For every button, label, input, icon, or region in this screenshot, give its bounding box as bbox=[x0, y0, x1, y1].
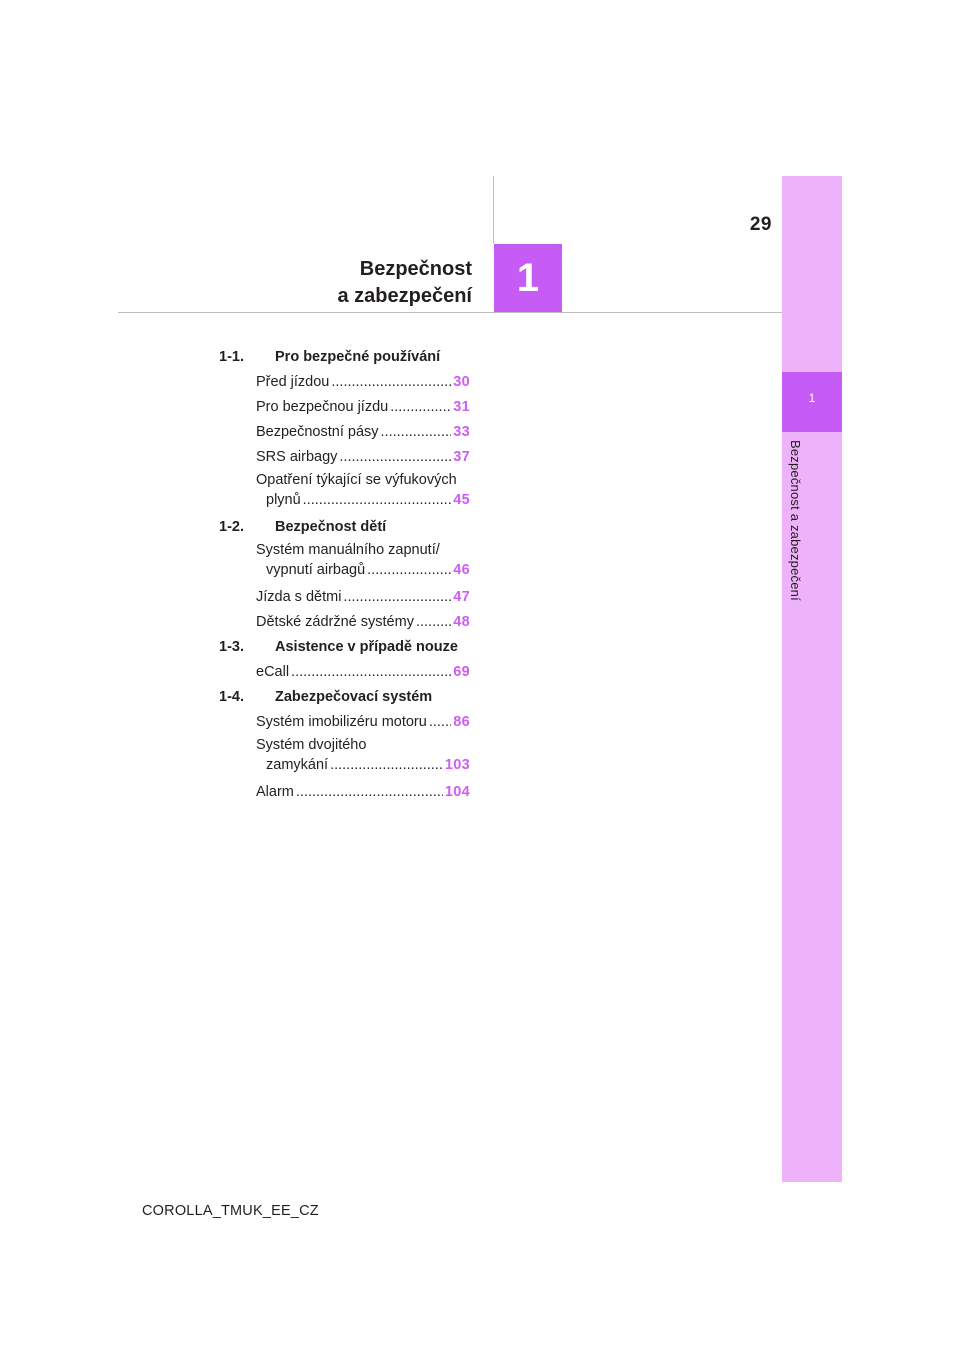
toc-section-number: 1-1. bbox=[219, 349, 244, 365]
toc-page-link[interactable]: 47 bbox=[453, 589, 470, 605]
toc-entry-label: Systém dvojitého bbox=[256, 737, 367, 753]
toc-section-heading bbox=[200, 635, 470, 660]
toc-entry-label: SRS airbagy bbox=[256, 449, 338, 465]
toc-leader-dots bbox=[416, 610, 451, 635]
toc-section-heading bbox=[200, 685, 470, 710]
toc-entry-label: zamykání bbox=[266, 757, 329, 773]
toc-section-number: 1-3. bbox=[219, 639, 244, 655]
toc-section-heading bbox=[200, 345, 470, 370]
toc-page-link[interactable]: 37 bbox=[453, 449, 470, 465]
toc-page-link[interactable]: 46 bbox=[453, 562, 470, 578]
toc-entry-label: Před jízdou bbox=[256, 374, 330, 390]
side-thumb-tab bbox=[782, 176, 842, 1182]
side-tab-label: Bezpečnost a zabezpečení bbox=[788, 440, 803, 601]
toc-leader-dots bbox=[296, 780, 443, 805]
toc-page-link[interactable]: 33 bbox=[453, 424, 470, 440]
toc-page-link[interactable]: 31 bbox=[453, 399, 470, 415]
toc-entry[interactable] bbox=[200, 540, 470, 580]
toc-entry-label: Alarm bbox=[256, 784, 294, 800]
toc-entry-label: Bezpečnostní pásy bbox=[256, 424, 379, 440]
header-horizontal-rule bbox=[118, 312, 782, 313]
toc-page-link[interactable]: 103 bbox=[444, 757, 470, 773]
toc-section-number: 1-2. bbox=[219, 519, 244, 535]
chapter-number-box: 1 bbox=[494, 244, 562, 312]
toc-entry-label: Systém manuálního zapnutí/ bbox=[256, 542, 440, 558]
toc-entry[interactable] bbox=[200, 420, 470, 445]
toc-page-link[interactable]: 45 bbox=[453, 492, 470, 508]
toc-entry-label: Systém imobilizéru motoru bbox=[256, 714, 427, 730]
toc-section-title: Asistence v případě nouze bbox=[275, 639, 458, 655]
toc-entry[interactable] bbox=[200, 735, 470, 775]
footer-code: COROLLA_TMUK_EE_CZ bbox=[142, 1203, 319, 1219]
side-chapter-number: 1 bbox=[782, 372, 842, 432]
toc-section-number: 1-4. bbox=[219, 689, 244, 705]
page-number: 29 bbox=[749, 214, 772, 235]
toc-section-heading bbox=[200, 515, 470, 540]
header-vertical-rule bbox=[493, 176, 494, 244]
toc-page-link[interactable]: 48 bbox=[453, 614, 470, 630]
toc-leader-dots bbox=[390, 395, 451, 420]
toc-entry[interactable] bbox=[200, 370, 470, 395]
toc-leader-dots bbox=[339, 445, 451, 470]
toc-entry[interactable] bbox=[200, 610, 470, 635]
toc-leader-dots bbox=[291, 660, 451, 685]
toc-entry-label: vypnutí airbagů bbox=[266, 562, 366, 578]
toc-section-title: Zabezpečovací systém bbox=[275, 689, 433, 705]
toc-leader-dots bbox=[343, 585, 451, 610]
toc-leader-dots bbox=[381, 420, 452, 445]
toc-entry-label: eCall bbox=[256, 664, 290, 680]
toc-leader-dots bbox=[429, 710, 451, 735]
toc-page-link[interactable]: 30 bbox=[453, 374, 470, 390]
toc-entry[interactable] bbox=[200, 395, 470, 420]
toc-entry-label: plynů bbox=[266, 492, 301, 508]
section-title-line-1: Bezpečnost bbox=[359, 258, 472, 280]
toc-leader-dots bbox=[331, 370, 451, 395]
toc-leader-dots bbox=[330, 755, 443, 775]
toc-entry[interactable] bbox=[200, 660, 470, 685]
toc-entry[interactable] bbox=[200, 710, 470, 735]
toc-entry[interactable] bbox=[200, 585, 470, 610]
toc-page-link[interactable]: 104 bbox=[444, 784, 470, 800]
toc-entry-label: Pro bezpečnou jízdu bbox=[256, 399, 389, 415]
toc-entry-label: Opatření týkající se výfukových bbox=[256, 472, 457, 488]
toc-entry-label: Dětské zádržné systémy bbox=[256, 614, 414, 630]
toc-page-link[interactable]: 69 bbox=[453, 664, 470, 680]
toc-entry[interactable] bbox=[200, 445, 470, 470]
table-of-contents bbox=[200, 345, 470, 805]
toc-entry[interactable] bbox=[200, 780, 470, 805]
toc-entry-label: Jízda s dětmi bbox=[256, 589, 342, 605]
toc-leader-dots bbox=[303, 490, 452, 510]
section-title-line-2: a zabezpečení bbox=[337, 285, 472, 307]
toc-section-title: Bezpečnost dětí bbox=[275, 519, 387, 535]
toc-page-link[interactable]: 86 bbox=[453, 714, 470, 730]
toc-section-title: Pro bezpečné používání bbox=[275, 349, 441, 365]
section-title bbox=[200, 256, 472, 310]
toc-entry[interactable] bbox=[200, 470, 470, 510]
toc-leader-dots bbox=[367, 560, 451, 580]
